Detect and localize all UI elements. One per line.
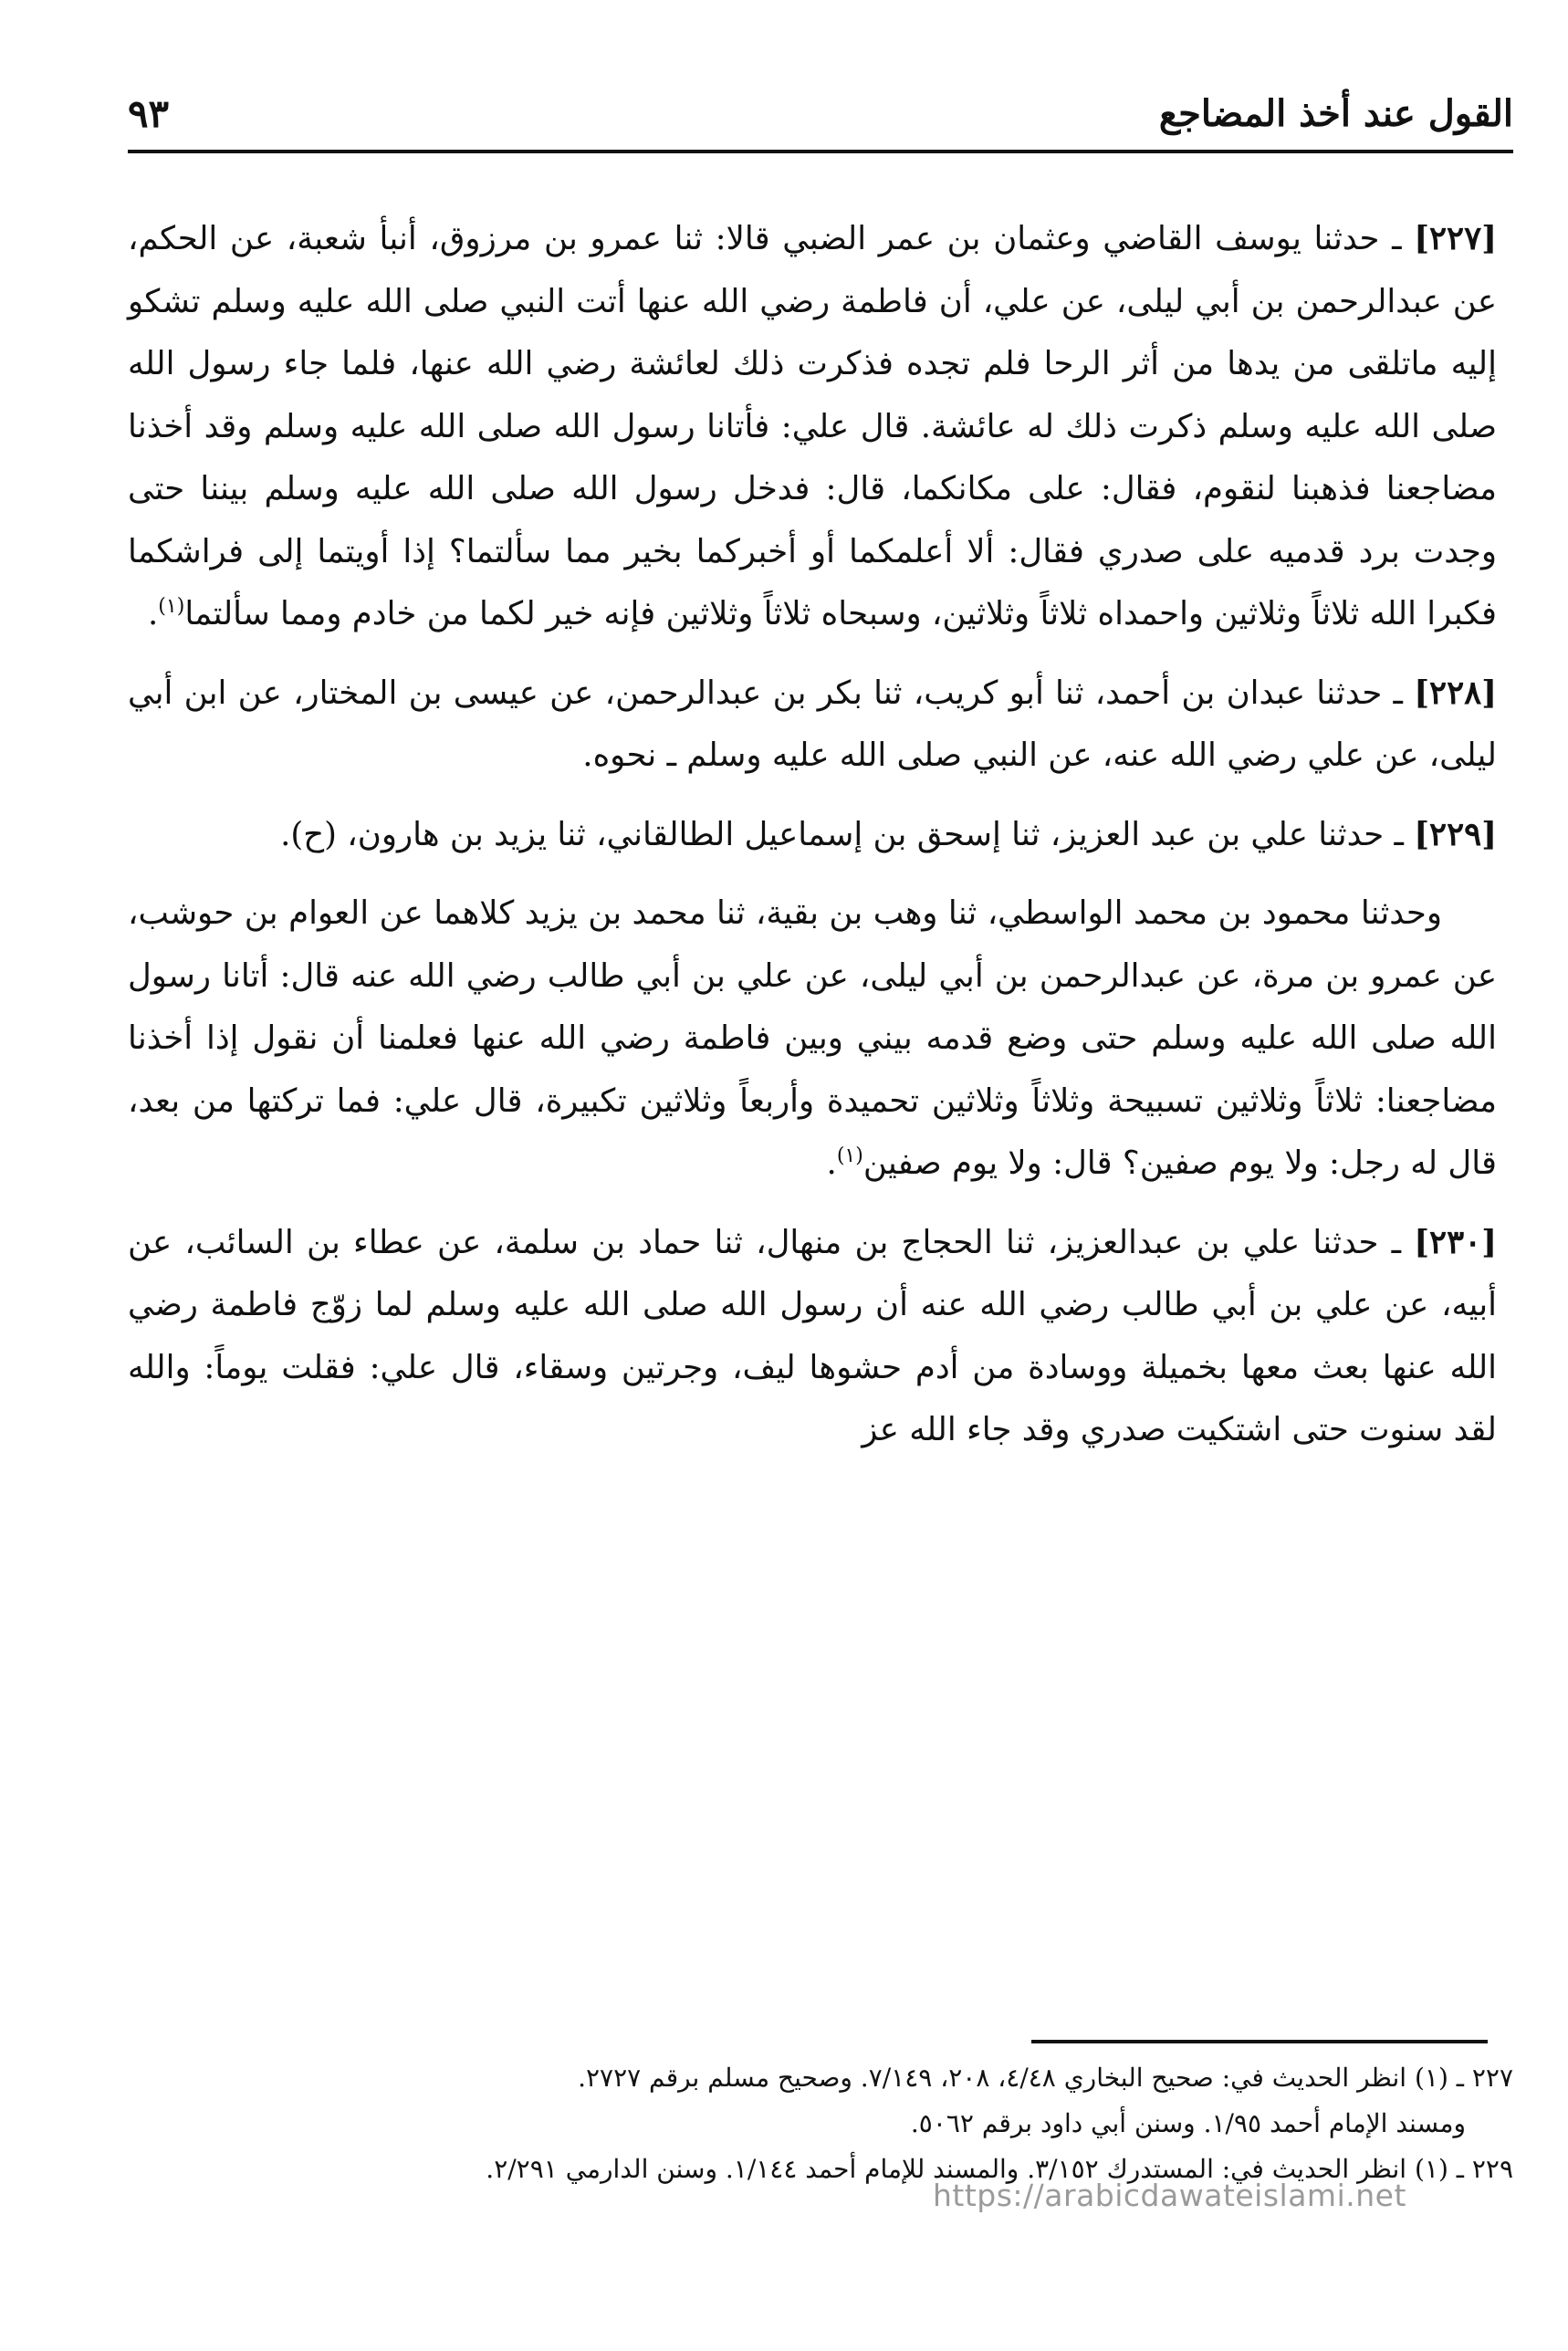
footnote-ref: (١)	[836, 1144, 863, 1168]
footnote-227: ٢٢٧ ـ (١) انظر الحديث في: صحيح البخاري ٤/٤٨، ٢٠٨، ٧/١٤٩. وصحيح مسلم برقم ٢٧٢٧.	[578, 2063, 1513, 2093]
hadith-text: وحدثنا محمود بن محمد الواسطي، ثنا وهب بن بقية، ثنا محمد بن يزيد كلاهما عن العوام بن حوشب، عن عمرو بن مرة، عن عبدالرحمن بن أبي ليلى، عن علي بن أبي طالب رضي الله عنه قال: أتانا رسول الله صلى الله عليه وسلم حتى وضع قدمه بيني وبين فاطمة رضي الله عنها فعلمنا أن نقول إذا أخذنا مضاجعنا: ثلاثاً وثلاثين تسبيحة وثلاثاً وثلاثين تحميدة وأربعاً وثلاثين تكبيرة، قال علي: فما تركتها من بعد، قال له رجل: ولا يوم صفين؟ قال: ولا يوم صفين	[128, 894, 1497, 1182]
hadith-227	[128, 208, 1497, 646]
chapter-title: القول عند أخذ المضاجع	[1158, 92, 1513, 135]
hadith-229	[128, 804, 1497, 867]
page-number: ٩٣	[128, 91, 170, 136]
footnote-227-continuation: ومسند الإمام أحمد ١/٩٥. وسنن أبي داود برقم ٥٠٦٢.	[910, 2108, 1466, 2138]
hadith-number: [٢٢٧]	[1414, 220, 1497, 257]
hadith-229-continuation	[128, 883, 1497, 1196]
header-rule	[128, 150, 1513, 153]
hadith-number: [٢٢٩]	[1414, 815, 1497, 853]
main-text	[128, 208, 1497, 1479]
hadith-number: [٢٢٨]	[1414, 674, 1497, 712]
footnotes	[128, 2055, 1513, 2192]
hadith-228	[128, 663, 1497, 788]
hadith-end: .	[826, 1144, 837, 1182]
hadith-230	[128, 1212, 1497, 1462]
footnote-229: ٢٢٩ ـ (١) انظر الحديث في: المستدرك ٣/١٥٢. والمسند للإمام أحمد ١/١٤٤. وسنن الدارمي ٢/٢٩١.	[486, 2154, 1513, 2184]
hadith-text: ـ حدثنا علي بن عبد العزيز، ثنا إسحق بن إسماعيل الطالقاني، ثنا يزيد بن هارون، (ح).	[280, 815, 1404, 853]
footnote-rule	[1031, 2040, 1488, 2043]
hadith-text: ـ حدثنا يوسف القاضي وعثمان بن عمر الضبي قالا: ثنا عمرو بن مرزوق، أنبأ شعبة، عن الحكم، عن عبدالرحمن بن أبي ليلى، عن علي، أن فاطمة رضي الله عنها أتت النبي صلى الله عليه وسلم تشكو إليه ماتلقى من يدها من أثر الرحا فلم تجده فذكرت ذلك لعائشة رضي الله عنها، فلما جاء رسول الله صلى الله عليه وسلم ذكرت ذلك له عائشة. قال علي: فأتانا رسول الله صلى الله عليه وسلم وقد أخذنا مضاجعنا فذهبنا لنقوم، فقال: على مكانكما، قال: فدخل رسول الله صلى الله عليه وسلم بيننا حتى وجدت برد قدميه على صدري فقال: ألا أعلمكما أو أخبركما بخير مما سألتما؟ إذا أويتما إلى فراشكما فكبرا الله ثلاثاً وثلاثين واحمداه ثلاثاً وثلاثين، وسبحاه ثلاثاً وثلاثين فإنه خير لكما من خادم ومما سألتما	[128, 220, 1497, 632]
watermark-url: https://arabicdawateislami.net	[933, 2178, 1406, 2213]
hadith-text: ـ حدثنا علي بن عبدالعزيز، ثنا الحجاج بن منهال، ثنا حماد بن سلمة، عن عطاء بن السائب، عن أبيه، عن علي بن أبي طالب رضي الله عنه أن رسول الله صلى الله عليه وسلم لما زوّج فاطمة رضي الله عنها بعث معها بخميلة ووسادة من أدم حشوها ليف، وجرتين وسقاء، قال علي: فقلت يوماً: والله لقد سنوت حتى اشتكيت صدري وقد جاء الله عز	[128, 1223, 1497, 1448]
hadith-text: ـ حدثنا عبدان بن أحمد، ثنا أبو كريب، ثنا بكر بن عبدالرحمن، عن عيسى بن المختار، عن ابن أبي ليلى، عن علي رضي الله عنه، عن النبي صلى الله عليه وسلم ـ نحوه.	[128, 674, 1497, 774]
hadith-number: [٢٣٠]	[1414, 1223, 1497, 1261]
hadith-end: .	[148, 595, 159, 632]
footnote-ref: (١)	[158, 595, 185, 619]
running-header	[128, 84, 1513, 155]
